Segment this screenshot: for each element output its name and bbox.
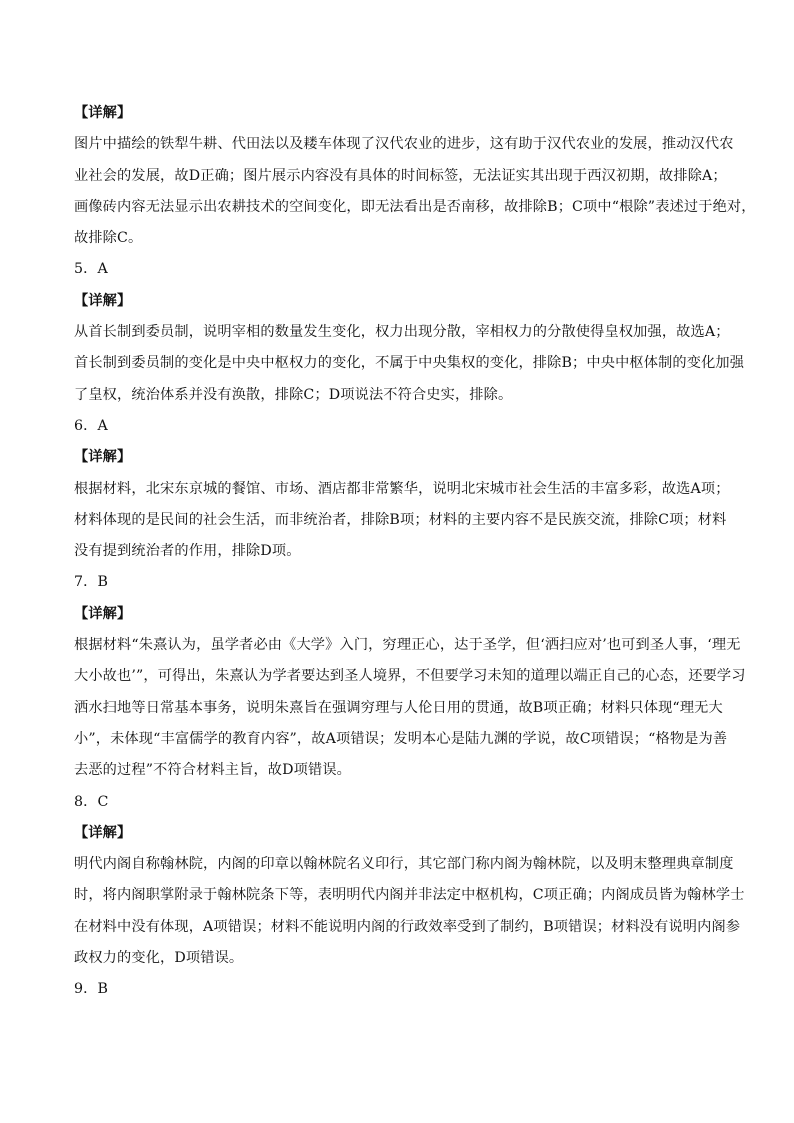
explanation-line: 业社会的发展，故D正确；图片展示内容没有具体的时间标签，无法证实其出现于西汉初期，故排除A； [74,167,727,184]
answer-section [74,974,724,1005]
explanation-line: 首长制到委员制的变化是中央中枢权力的变化，不属于中央集权的变化，排除B；中央中枢体制的变化加强 [74,355,745,372]
explanation-line: 故排除C。 [74,230,143,247]
answer-number: 7．B [74,574,109,591]
explanation-label: 【详解】 [74,292,132,309]
explanation-label: 【详解】 [74,605,132,622]
explanation-line: 从首长制到委员制，说明宰相的数量发生变化，权力出现分散，宰相权力的分散使得皇权加强，故选A； [74,324,730,341]
explanation-label: 【详解】 [74,449,132,466]
explanation-label: 【详解】 [74,105,132,121]
explanation-line: 明代内阁自称翰林院，内阁的印章以翰林院名义印行，其它部门称内阁为翰林院，以及明末整理典章制度 [74,856,734,873]
explanation-line: 材料体现的是民间的社会生活，而非统治者，排除B项；材料的主要内容不是民族交流，排除C项；材料 [74,511,727,528]
explanation-label: 【详解】 [74,824,132,841]
answer-section [74,254,745,410]
explanation-line: 小”，未体现“丰富儒学的教育内容”，故A项错误；发明本心是陆九渊的学说，故C项错误；“格物是为善 [74,730,728,747]
explanation-line: 画像砖内容无法显示出农耕技术的空间变化，即无法看出是否南移，故排除B；C项中“根除”表述过于绝对， [74,198,756,215]
answer-number: 6．A [74,417,108,434]
explanation-line: 根据材料，北宋东京城的餐馆、市场、酒店都非常繁华，说明北宋城市社会生活的丰富多彩，故选A项； [74,480,730,497]
explanation-line: 根据材料“朱熹认为，虽学者必由《大学》入门，穷理正心，达于圣学，但‘洒扫应对’也可到圣人事，‘理无 [74,637,741,654]
answer-number: 9．B [74,981,109,998]
answer-number: 5．A [74,261,108,278]
answer-document [74,98,756,1006]
explanation-line: 去恶的过程”不符合材料主旨，故D项错误。 [74,762,352,779]
explanation-section [74,98,756,254]
explanation-line: 大小故也’”，可得出，朱熹认为学者要达到圣人境界，不但要学习未知的道理以端正自己的心态，还要学习 [74,668,746,685]
answer-section [74,411,730,567]
answer-section [74,567,746,786]
explanation-line: 在材料中没有体现，A项错误；材料不能说明内阁的行政效率受到了制约，B项错误；材料没有说明内阁参 [74,918,741,935]
explanation-line: 图片中描绘的铁犁牛耕、代田法以及耧车体现了汉代农业的进步，这有助于汉代农业的发展，推动汉代农 [74,136,734,153]
answer-number: 8．C [74,793,109,810]
explanation-line: 没有提到统治者的作用，排除D项。 [74,543,301,560]
answer-section [74,787,745,975]
explanation-line: 政权力的变化，D项错误。 [74,950,244,967]
explanation-line: 时，将内阁职掌附录于翰林院条下等，表明明代内阁并非法定中枢机构，C项正确；内阁成员皆为翰林学士 [74,887,745,904]
explanation-line: 洒水扫地等日常基本事务，说明朱熹旨在强调穷理与人伦日用的贯通，故B项正确；材料只体现“理无大 [74,699,723,716]
explanation-line: 了皇权，统治体系并没有涣散，排除C；D项说法不符合史实，排除。 [74,386,513,403]
